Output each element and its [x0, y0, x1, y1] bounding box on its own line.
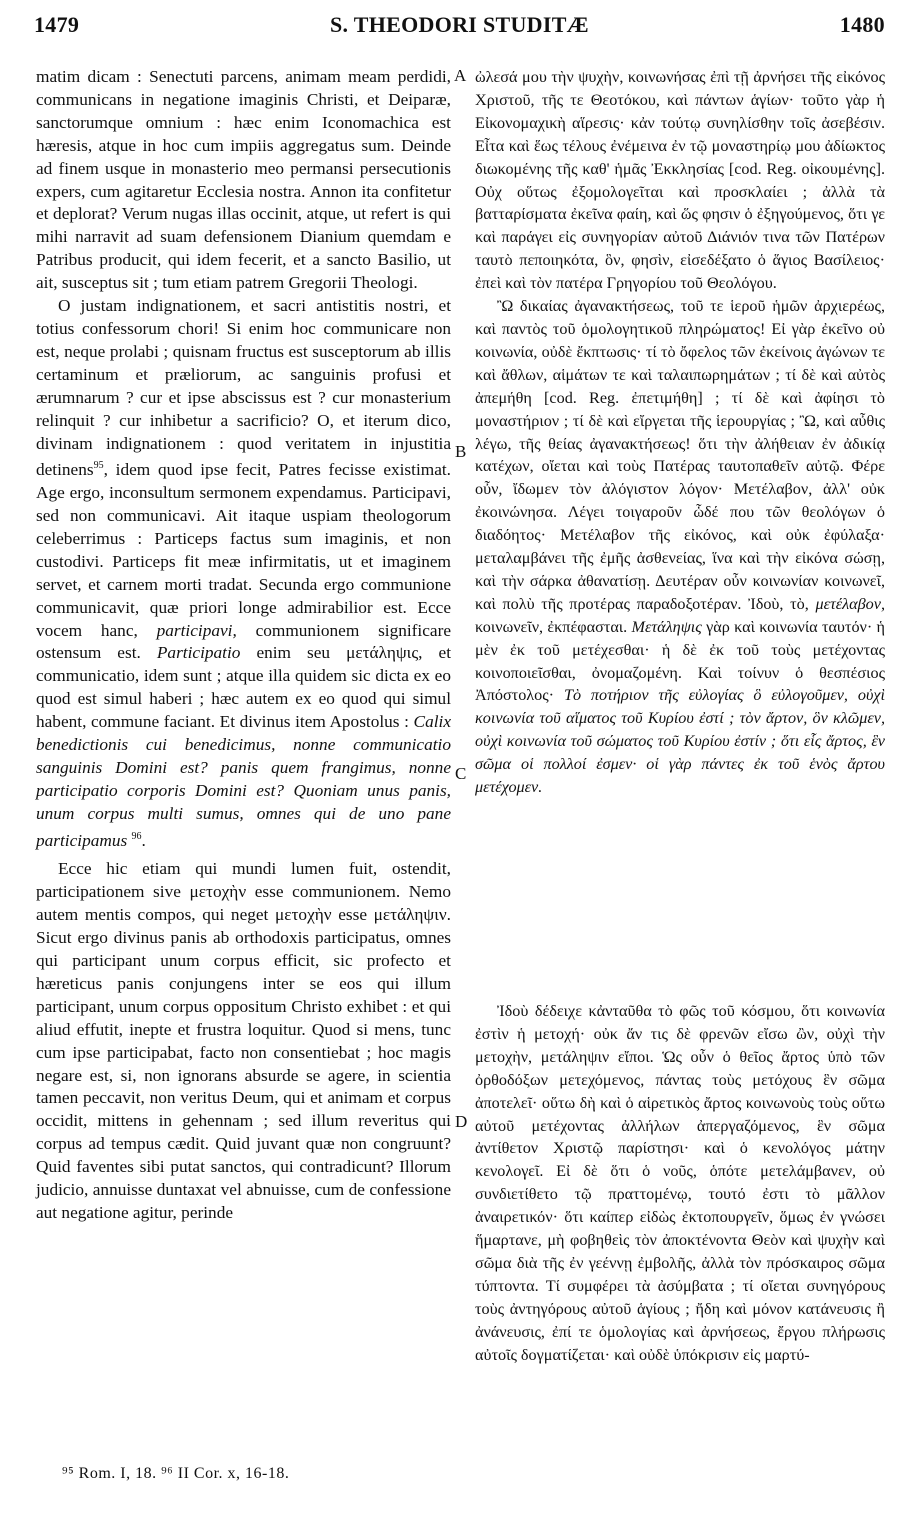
greek-column-bottom [475, 1000, 885, 1367]
latin-text: O justam indignationem, et sacri antistitis nostri, et totius confessorum chori! Si enim hoc communicare non est, neque prolabi ; quisnam fructus est susceptorum ab illis certaminum et præliorum, ac sanguinis profusi et ærumnarum ? cur et ipse abscissus est ? cur monasterium relinquit ? cur inhibetur a sacrificio? O, et iterum dico, divinam indignationem : quod veritatem in injustitia detinens [36, 296, 451, 480]
latin-text: enim seu μετάληψις, et communicatio, idem sunt ; atque illa quidem sic dicta ex eo quod est simul haberi ; hæc autem ex eo quod qui simul habent, commune faciant. Et divinus item Apostolus : [36, 643, 451, 732]
greek-column-top [475, 66, 885, 799]
page-number-left: 1479 [34, 12, 80, 37]
latin-paragraph-3: Ecce hic etiam qui mundi lumen fuit, ostendit, participationem sive μετοχὴν esse communionem. Nemo autem mentis compos, qui neget μετοχὴν esse μετάληψιν. Sicut ergo divinus panis ab orthodoxis participatus, omnes qui participant unum corpus efficit, sic profecto et hæreticus panis conjungens inter se eos qui illum participant, unum corpus oppositum Christo exhibet : et qui aliud effutit, inepte et frustra loquitur. Quod si mens, tunc cum ipse participabat, facto non consentiebat ; hoc magis negare est, si, non ignorans absurde se agere, in scientia tamen peccavit, non veritus Deum, qui et animam et corpus occidit, mittens in gehennam ; sed illum reveritus qui corpus ad tempus cædit. Quid juvant quæ non congruunt? Quid faventes sibi putat sanctos, qui contradicunt? Illorum judicio, annuisse duntaxat vel abnuisse, cum de confessione aut negatione agitur, perinde [36, 859, 451, 1222]
latin-column [36, 66, 451, 1225]
greek-paragraph-1: ὠλεσά μου τὴν ψυχὴν, κοινωνήσας ἐπὶ τῇ ἀρνήσει τῆς εἰκόνος Χριστοῦ, τῆς τε Θεοτόκου, καὶ πάντων ἁγίων· τοῦτο γὰρ ἡ Εἰκονομαχικὴ αἵρεσις· κἀν τούτῳ συνηλίσθην τοῖς ἀσεβέσιν. Εἶτα καὶ ἕως τέλους ἐνέμεινα ἐν τῷ μοναστηρίῳ μου ἀδίωκτος διωκομένης τῆς καθ' ἡμᾶς Ἐκκλησίας [cod. Reg. οἰκουμένης]. Οὐχ οὕτως ἐξομολογεῖται καὶ προσκλαίει ; ἀλλὰ τὰ βατταρίσματα ἐκεῖνα φαίη, καὶ ὥς φησιν ὁ ἐξηγούμενος, ὅτι γε καὶ παράγει εἰς συνηγορίαν αὐτοῦ Διάνιόν τινα τῶν Πατέρων ταυτὸ πεποιηκότα, ὃν, φησὶν, εἰσεδέξατο ὁ ἅγιος Βασίλειος· ἐπεὶ καὶ τὸν πατέρα Γρηγορίου τοῦ Θεολόγου. [475, 68, 885, 293]
greek-paragraph-3: Ἰδοὺ δέδειχε κἀνταῦθα τὸ φῶς τοῦ κόσμου, ὅτι κοινωνία ἐστὶν ἡ μετοχή· οὐκ ἄν τις δὲ φρενῶν εἴσω ὢν, οὐχὶ τὴν μετοχὴν, μετάληψιν εἴποι. Ὡς οὖν ὁ θεῖος ἄρτος ὑπὸ τῶν ὀρθοδόξων μετεχόμενος, πάντας τοὺς μετόχους ἓν σῶμα ἀποτελεῖ· οὕτω δὴ καὶ ὁ αἱρετικὸς ἄρτος κοινωνοὺς τοὺς οὕτω αὐτοῦ μετέχοντας ἀλλήλων ἀπεργαζόμενος, ἓν σῶμα ἀντίθετον Χριστῷ παρίστησι· καὶ ὁ κενολόγος μάτην κενολογεῖ. Εἰ δὲ ὅτι ὁ νοῦς, ὁπότε μετελάμβανεν, οὐ συνδιετίθετο τῷ πραττομένῳ, τουτό ἐστι τὸ μᾶλλον ἀναιρετικόν· ὅτι καίπερ εἰδὼς ἐκτοπουργεῖν, ὅμως ἐν γνώσει ἥμαρτανε, μὴ φοβηθεὶς τὸν ἀποκτένοντα Θεὸν καὶ ψυχὴν καὶ σῶμα διὰ τῆς ἐν γεέννῃ ἐμβολῆς, ἀλλὰ τὸν πρόσκαιρος σῶμα τύπτοντα. Τί συμφέρει τὰ ἀσύμβατα ; τί οἴεται συνηγόρους τοὺς ἀντηγόρους αὐτοῦ ἁγίους ; ἤδη καὶ μόνον κατάνευσις ἢ ἀνάνευσις, ἐπί τε ὁμολογίας καὶ ἀρνήσεως, ἔργου πλήρωσις αὐτοῖς δογματίζεται· καὶ οὐδὲ ὑπόκρισιν εἰς μαρτύ- [475, 1002, 885, 1364]
latin-paragraph-2: O justam indignationem, et sacri antistitis nostri, et totius confessorum chori! Si enim hoc communicare non est, neque prolabi ; quisnam fructus est susceptorum ab illis certaminum et præliorum, ac sanguinis profusi et ærumnarum ? cur et ipse abscissus est ? cur monasterium relinquit ? cur inhibetur a sacrificio? O, et iterum dico, divinam indignationem : quod veritatem in injustitia detinens$^{95}$, idem quod ipse fecit, Patres fecisse existimat. Age ergo, inconsultum sermonem expendamus. Participavi, sed non communicavi. Ait itaque uspiam theologorum celeberrimus : Particeps factus sum imaginis, et non custodivi. Particeps fit meæ infirmitatis, ut et imaginem servet, et carnem morti tradat. Secunda ergo communione communicavit, quæ priori longe admirabilior est. Ecce vocem hanc, participavi, communionem significare ostensum est. Participatio enim seu μετάληψις, et communicatio, idem sunt ; atque illa quidem sic dicta ex eo quod est simul haberi ; hæc autem ex eo quod qui simul habent, commune faciant. Et divinus item Apostolus : Calix benedictionis cui benedicimus, nonne communicatio sanguinis Domini est? panis quem frangimus, nonne participatio corporis Domini est? Quoniam unus panis, unum corpus multi sumus, omnes qui de uno pane participamus $^{96}$. [36, 296, 451, 850]
greek-italic: Μετάληψις [631, 617, 702, 636]
margin-letter-b: B [455, 442, 467, 461]
latin-italic: participavi, [156, 620, 237, 640]
margin-letter-d: D [455, 1112, 468, 1131]
greek-text: γὰρ καὶ κοινωνία ταυτόν· ἡ μὲν ἐκ τοῦ μετέχεσθαι· ἡ δὲ ἐκ τοῦ τοὺς μετέχοντας κοινοποιεῖσθαι, ὀνομαζομένη. Καὶ τοίνυν ὁ θεσπέσιος Ἀπόστολος· [475, 617, 886, 705]
latin-italic: Participatio [156, 643, 241, 663]
greek-paragraph-2 [475, 295, 885, 799]
latin-scripture-quote: Calix benedictionis cui benedicimus, nonne communicatio sanguinis Domini est? panis quem frangimus, nonne participatio corporis Domini est? Quoniam unus panis, unum corpus multi sumus, omnes qui de uno pane participamus [36, 712, 451, 850]
greek-italic: μετέλαβον, [815, 594, 886, 613]
greek-text: Ὢ δικαίας ἀγανακτήσεως, τοῦ τε ἱεροῦ ἡμῶν ἀρχιερέως, καὶ παντὸς τοῦ ὁμολογητικοῦ πληρώματος! Εἰ γὰρ ἐκεῖνο οὐ κοινωνία, οὐδὲ ἔκπτωσις· τί τὸ ὄφελος τῶν ἐκείνοις ἀγώνων τε καὶ ἄθλων, αἱμάτων τε καὶ ταλαιπωρημάτων ; τί δὲ καὶ αὐτὸς ἀπεμήθη [cod. Reg. ἐπετιμήθη] ; τί δὲ καὶ ἀφίησι τὸ μοναστήριον ; τί δὲ καὶ εἴργεται τῆς ἱερουργίας ; Ὢ, καὶ αὖθις λέγω, τῆς θείας ἀγανακτήσεως! ὅτι τὴν ἀλήθειαν ἐν ἀδικίᾳ κατέχων, οἴεται καὶ τοὺς Πατέρας ταυτοπαθεῖν αὐτῷ. Φέρε οὖν, ἴδωμεν τὸν ἀλόγιστον λόγον· Μετέλαβον, ἀλλ' οὐκ ἐκοινώνησα. Λέγει τοιγαροῦν ὧδέ που τῶν θεολόγων ὁ διαδόητος· Μετέλαβον τῆς εἰκόνος, καὶ οὐκ ἐφύλαξα· μεταλαμβάνει τῆς ἐμῆς ἀσθενείας, ἵνα καὶ τὴν εἰκόνα σώσῃ, καὶ τὴν σάρκα ἀθανατίσῃ. Δευτέραν οὖν κοινωνίαν κοινωνεῖ, καὶ πολὺ τῆς προτέρας παραδοξοτέραν. Ἰδοὺ, τὸ, [475, 297, 885, 613]
greek-scripture-quote: Τὸ ποτήριον τῆς εὐλογίας ὃ εὐλογοῦμεν, οὐχὶ κοινωνία τοῦ αἵματος τοῦ Κυρίου ἐστί ; τὸν ἄρτον, ὃν κλῶμεν, οὐχὶ κοινωνία τοῦ σώματος τοῦ Κυρίου ἐστίν ; ὅτι εἷς ἄρτος, ἓν σῶμα οἱ πολλοί ἐσμεν· οἱ γὰρ πάντες ἐκ τοῦ ἑνὸς ἄρτου μετέχομεν. [475, 686, 885, 797]
latin-text: communionem significare ostensum est. [36, 620, 451, 663]
running-title: S. THEODORI STUDITÆ [330, 12, 589, 37]
latin-paragraph-1: matim dicam : Senectuti parcens, animam meam perdidi, communicans in negatione imaginis Christi, et Deiparæ, sanctorumque omnium : hæc enim Iconomachica est hæresis, atque in hoc cum impiis aggregatus sum. Deinde ad finem usque in monasterio meo permansi persecutionis expers, cum agitaretur Ecclesia nostra. Annon ita confitetur et deplorat? Verum nugas illas occinit, atque, ut refert is qui mihi narravit ad suam defensionem Dianium quemdam e Patribus producit, qui idem fecerit, et a sancto Basilio, ut ait, susceptus sit ; tum etiam patrem Gregorii Theologi. [36, 67, 451, 293]
footnotes: ⁹⁵ Rom. I, 18. ⁹⁶ II Cor. x, 16-18. [62, 1465, 290, 1482]
footnote-ref-95: 95 [93, 460, 104, 472]
page-number-right: 1480 [839, 12, 885, 37]
footnote-ref-96: 96 [131, 830, 142, 842]
page-header [34, 10, 885, 40]
margin-letter-c: C [455, 764, 467, 783]
latin-text: , idem quod ipse fecit, Patres fecisse existimat. Age ergo, inconsultum sermonem expendamus. Participavi, sed non communicavi. Ait itaque uspiam theologorum celeberrimus : Particeps factus sum imaginis, et non custodivi. Particeps fit meæ infirmitatis, ut et imaginem servet, et carnem morti tradat. Secunda ergo communione communicavit, quæ priori longe admirabilior est. Ecce vocem hanc, [36, 460, 451, 640]
margin-letter-a: A [454, 66, 467, 85]
greek-text: κοινωνεῖν, ἐκπέφασται. [475, 617, 628, 636]
